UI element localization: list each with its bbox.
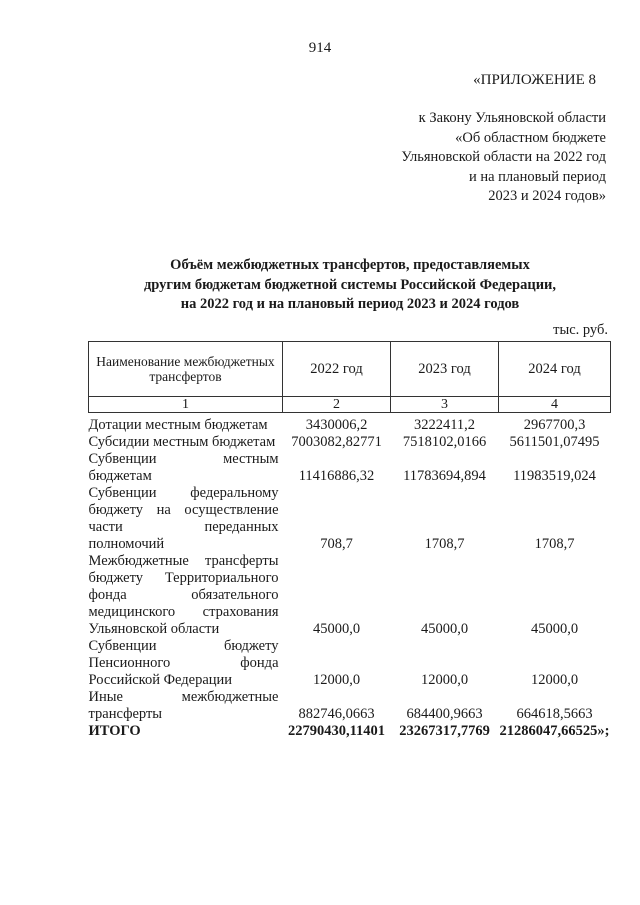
document-title bbox=[90, 256, 610, 315]
law-reference bbox=[401, 109, 606, 207]
value-2022: 708,7 bbox=[320, 536, 353, 552]
table-row bbox=[89, 689, 611, 723]
table-row bbox=[89, 434, 611, 451]
total-row bbox=[89, 723, 611, 740]
unit-label: тыс. руб. bbox=[553, 322, 608, 338]
law-reference-line: Ульяновской области на 2022 год bbox=[401, 149, 606, 165]
appendix-title: «ПРИЛОЖЕНИЕ 8 bbox=[473, 72, 596, 88]
value-2022: 882746,0663 bbox=[298, 706, 375, 722]
table-row bbox=[89, 485, 611, 553]
transfers-table bbox=[88, 341, 611, 740]
header-2023: 2023 год bbox=[391, 342, 499, 397]
total-label: ИТОГО bbox=[88, 723, 141, 739]
table-row bbox=[89, 451, 611, 485]
total-2024: 21286047,66525»; bbox=[499, 723, 610, 739]
value-2022: 7003082,82771 bbox=[291, 434, 382, 450]
header-name: Наименование межбюджетных трансфертов bbox=[89, 342, 283, 397]
value-2023: 3222411,2 bbox=[413, 417, 476, 433]
title-line: на 2022 год и на плановый период 2023 и 2024 годов bbox=[180, 296, 520, 312]
title-line: Объём межбюджетных трансфертов, предоставляемых bbox=[170, 257, 530, 273]
value-2024: 2967700,3 bbox=[523, 417, 586, 433]
value-2023: 12000,0 bbox=[420, 672, 469, 688]
header-2022: 2022 год bbox=[283, 342, 391, 397]
column-number: 2 bbox=[283, 397, 391, 413]
table-row bbox=[89, 553, 611, 638]
header-2024: 2024 год bbox=[499, 342, 611, 397]
law-reference-line: 2023 и 2024 годов» bbox=[488, 188, 606, 204]
table-row bbox=[89, 638, 611, 689]
value-2023: 7518102,0166 bbox=[402, 434, 487, 450]
law-reference-line: и на плановый период bbox=[468, 168, 606, 185]
page-number: 914 bbox=[308, 40, 332, 56]
value-2023: 684400,9663 bbox=[406, 706, 483, 722]
table-row bbox=[89, 413, 611, 435]
row-name: Субсидии местным бюджетам bbox=[88, 434, 276, 450]
value-2023: 45000,0 bbox=[420, 621, 469, 637]
row-name: Иные межбюджетные трансферты bbox=[88, 689, 279, 722]
title-line: другим бюджетам бюджетной системы Российской Федерации, bbox=[143, 276, 557, 293]
value-2022: 45000,0 bbox=[312, 621, 361, 637]
value-2023: 1708,7 bbox=[424, 536, 465, 552]
column-number: 4 bbox=[499, 397, 611, 413]
value-2024: 45000,0 bbox=[530, 621, 579, 637]
row-name: Дотации местным бюджетам bbox=[88, 417, 268, 433]
total-2023: 23267317,7769 bbox=[399, 723, 490, 739]
value-2024: 11983519,024 bbox=[513, 468, 596, 484]
value-2024: 12000,0 bbox=[530, 672, 579, 688]
row-name: Межбюджетные трансферты бюджету Территориального фонда обязательного медицинского страхования Ульяновской области bbox=[88, 553, 279, 637]
value-2024: 1708,7 bbox=[534, 536, 575, 552]
value-2023: 11783694,894 bbox=[403, 468, 486, 484]
table-header-row bbox=[89, 342, 611, 397]
law-reference-line: к Закону Ульяновской области bbox=[418, 110, 606, 126]
value-2022: 11416886,32 bbox=[298, 468, 375, 484]
row-name: Субвенции местным бюджетам bbox=[88, 451, 279, 484]
total-2022: 22790430,11401 bbox=[287, 723, 386, 739]
row-name: Субвенции бюджету Пенсионного фонда Российской Федерации bbox=[88, 638, 279, 688]
value-2022: 12000,0 bbox=[312, 672, 361, 688]
column-number-row bbox=[89, 397, 611, 413]
value-2024: 5611501,07495 bbox=[509, 434, 600, 450]
value-2022: 3430006,2 bbox=[305, 417, 368, 433]
law-reference-line: «Об областном бюджете bbox=[455, 129, 606, 146]
row-name: Субвенции федеральному бюджету на осуществление части переданных полномочий bbox=[88, 485, 279, 552]
value-2024: 664618,5663 bbox=[516, 706, 593, 722]
column-number: 1 bbox=[89, 397, 283, 413]
column-number: 3 bbox=[391, 397, 499, 413]
